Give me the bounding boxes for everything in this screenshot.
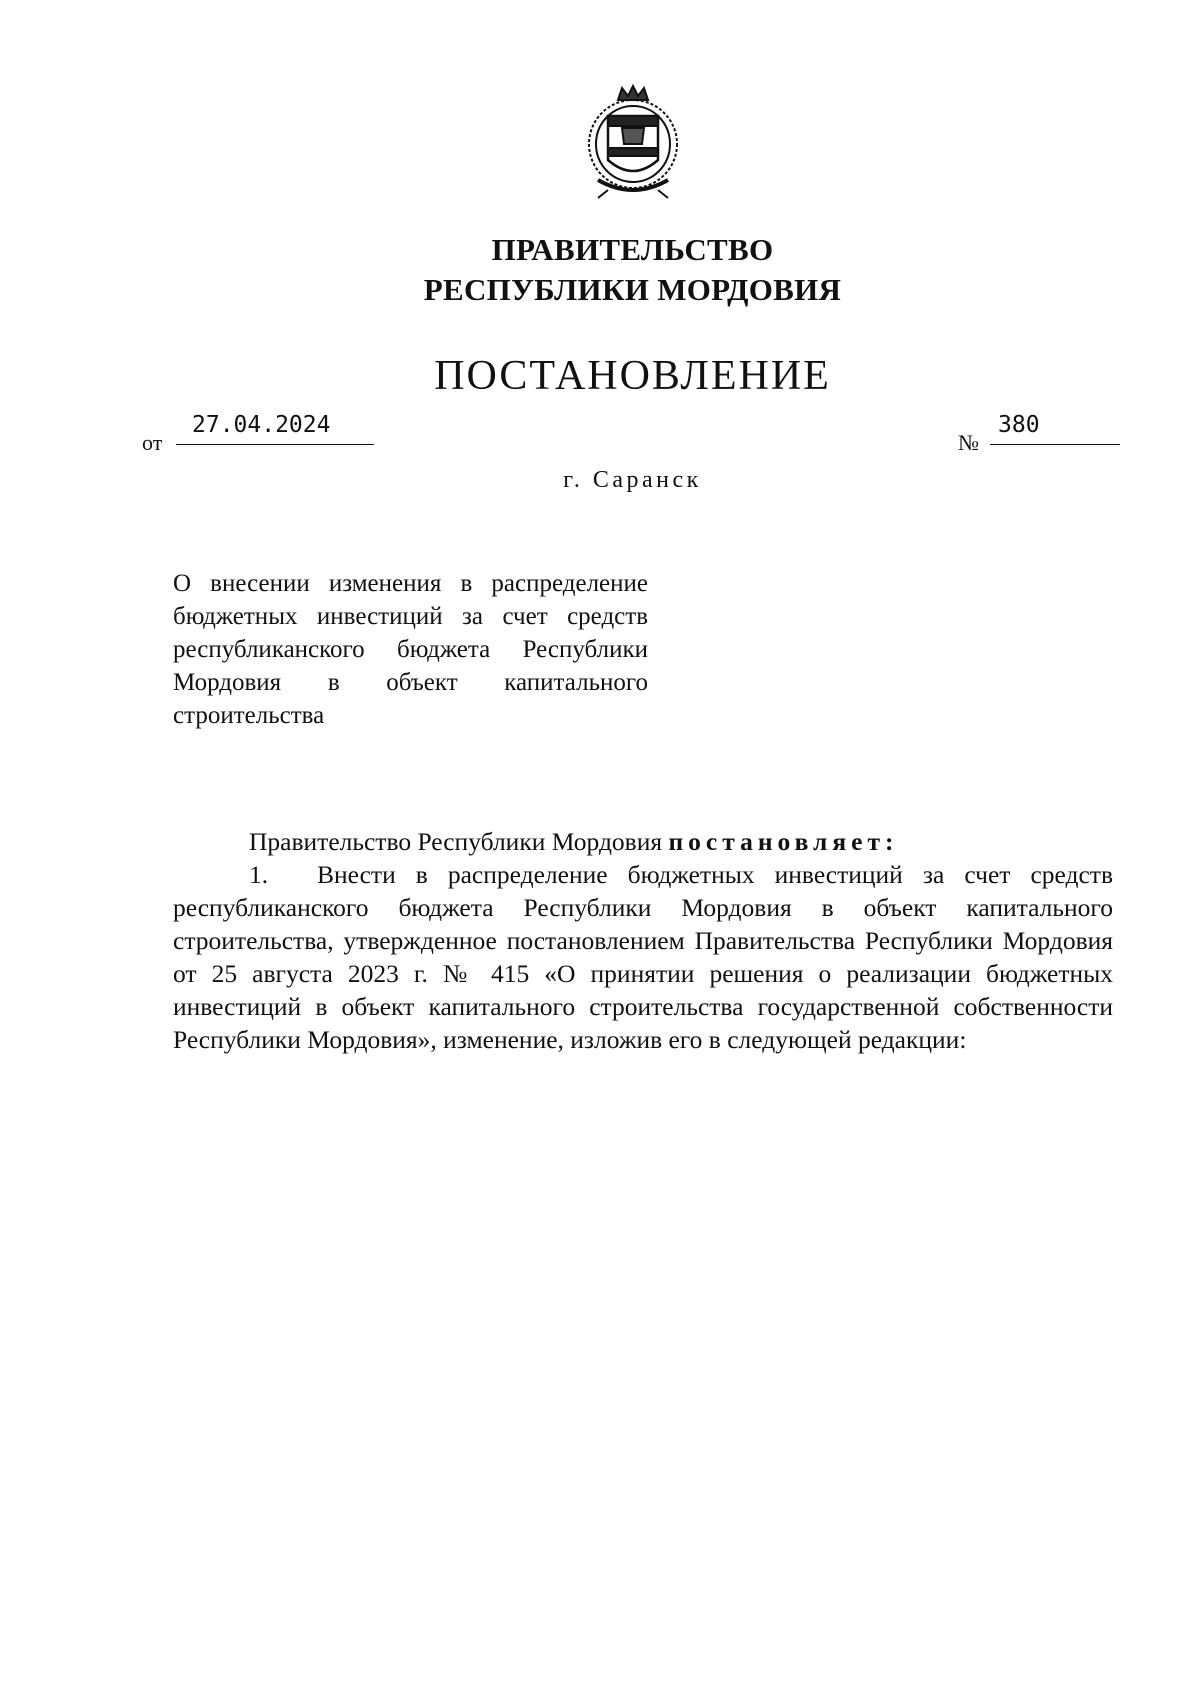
item-1-number: 1.: [249, 860, 269, 889]
number-field: [990, 412, 1120, 445]
date-label: от: [142, 430, 163, 455]
item-1-text: Внести в распределение бюджетных инвестиций за счет средств республиканского бюджета Республики Мордовия в объект капитального строительства, утвержденное постановлением Правительства Республики Мордовия от 25 августа 2023 г. № 415 «О принятии решения о реализации бюджетных инвестиций в объект капитального строительства государственной собственности Республики Мордовия», изменение, изложив его в следующей редакции:: [173, 860, 1113, 1054]
organization-name: [0, 230, 1200, 310]
date-field: [176, 412, 374, 445]
document-subject: О внесении изменения в распределение бюджетных инвестиций за счет средств республиканского бюджета Республики Мордовия в объект капитального строительства: [173, 570, 648, 729]
coat-of-arms-icon: [578, 82, 688, 202]
intro-verb: постановляет:: [668, 827, 899, 856]
date-value: 27.04.2024: [192, 412, 331, 438]
document-type-title: ПОСТАНОВЛЕНИЕ: [434, 353, 831, 399]
number-label: №: [958, 430, 979, 455]
number-value: 380: [998, 412, 1040, 438]
org-line-2: РЕСПУБЛИКИ МОРДОВИЯ: [423, 272, 842, 307]
intro-paragraph: [173, 825, 1113, 858]
org-line-1: ПРАВИТЕЛЬСТВО: [491, 232, 774, 267]
intro-text: Правительство Республики Мордовия: [249, 827, 669, 856]
city: г. Саранск: [563, 467, 702, 493]
item-1-paragraph: [173, 858, 1113, 1056]
document-body: [173, 825, 1113, 1056]
